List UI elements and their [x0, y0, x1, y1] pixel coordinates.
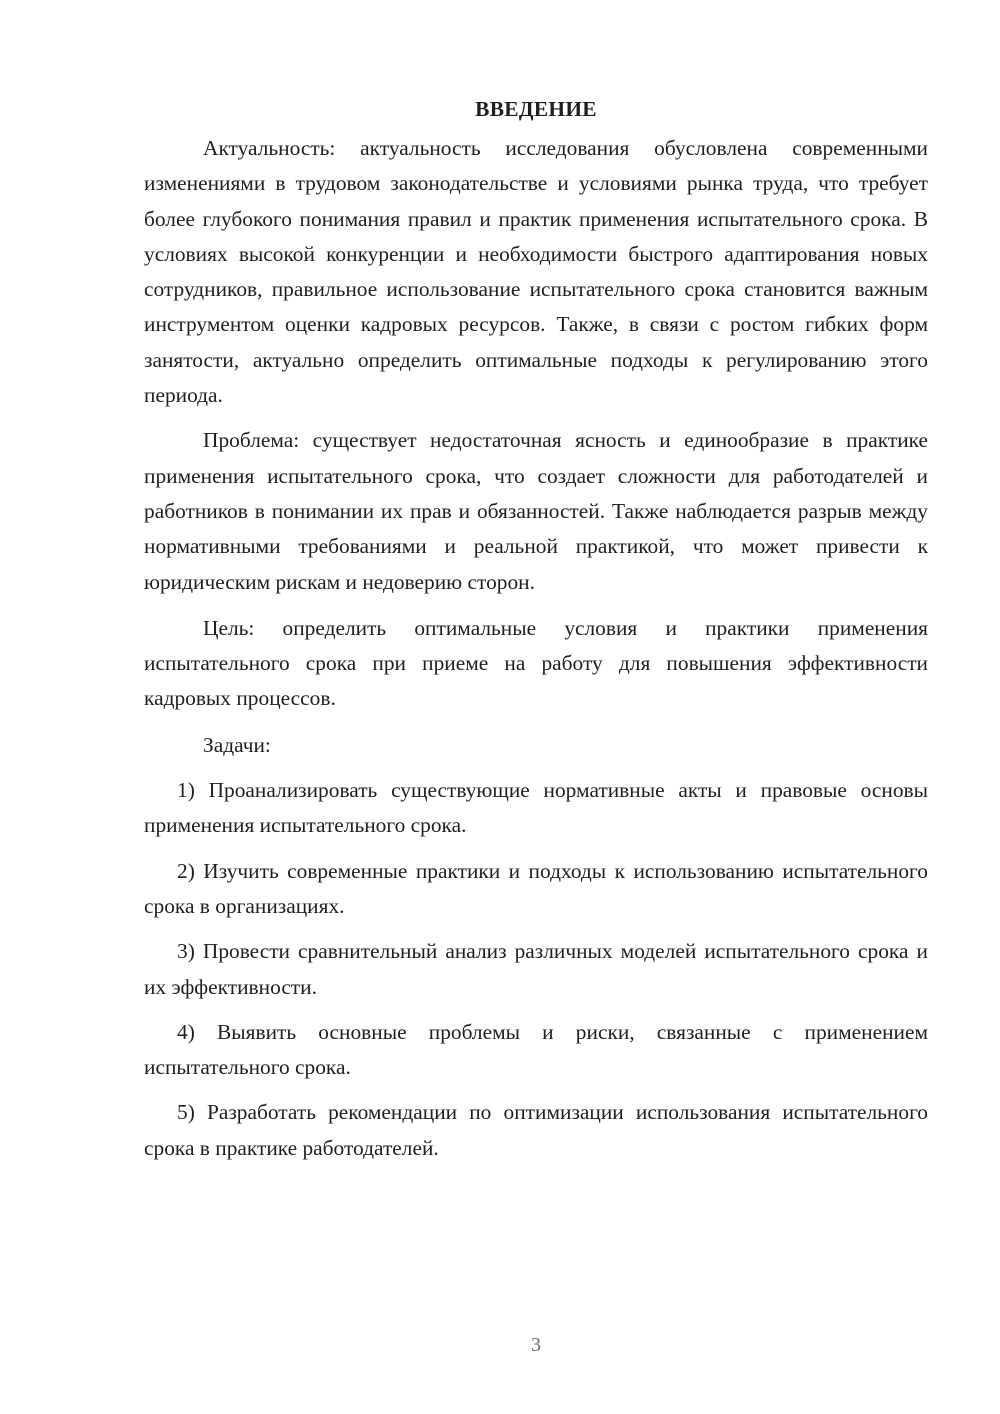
task-item-2: 2) Изучить современные практики и подходы к использованию испытательного срока в организациях. — [144, 858, 928, 918]
paragraph-relevance: Актуальность: актуальность исследования обусловлена современными изменениями в трудовом законодательстве и условиями рынка труда, что требует более глубокого понимания правил и практик применения испытательного срока. В условиях высокой конкуренции и необходимости быстрого адаптирования новых сотрудников, правильное использование испытательного срока становится важным инструментом оценки кадровых ресурсов. Также, в связи с ростом гибких форм занятости, актуально определить оптимальные подходы к регулированию этого периода. — [144, 136, 928, 408]
task-item-5: 5) Разработать рекомендации по оптимизации использования испытательного срока в практике работодателей. — [144, 1100, 928, 1160]
task-item-1: 1) Проанализировать существующие нормативные акты и правовые основы применения испытательного срока. — [144, 778, 928, 838]
task-list — [144, 773, 928, 1166]
task-item-3: 3) Провести сравнительный анализ различных моделей испытательного срока и их эффективности. — [144, 939, 928, 999]
paragraph-problem: Проблема: существует недостаточная ясность и единообразие в практике применения испытательного срока, что создает сложности для работодателей и работников в понимании их прав и обязанностей. Также наблюдается разрыв между нормативными требованиями и реальной практикой, что может привести к юридическим рискам и недоверию сторон. — [144, 428, 928, 594]
paragraph-goal: Цель: определить оптимальные условия и практики применения испытательного срока при приеме на работу для повышения эффективности кадровых процессов. — [144, 615, 928, 711]
page-number: 3 — [531, 1334, 541, 1356]
tasks-label: Задачи: — [203, 732, 271, 757]
task-item-4: 4) Выявить основные проблемы и риски, связанные с применением испытательного срока. — [144, 1019, 928, 1080]
page-content — [144, 92, 928, 1166]
section-title: ВВЕДЕНИЕ — [475, 97, 597, 121]
